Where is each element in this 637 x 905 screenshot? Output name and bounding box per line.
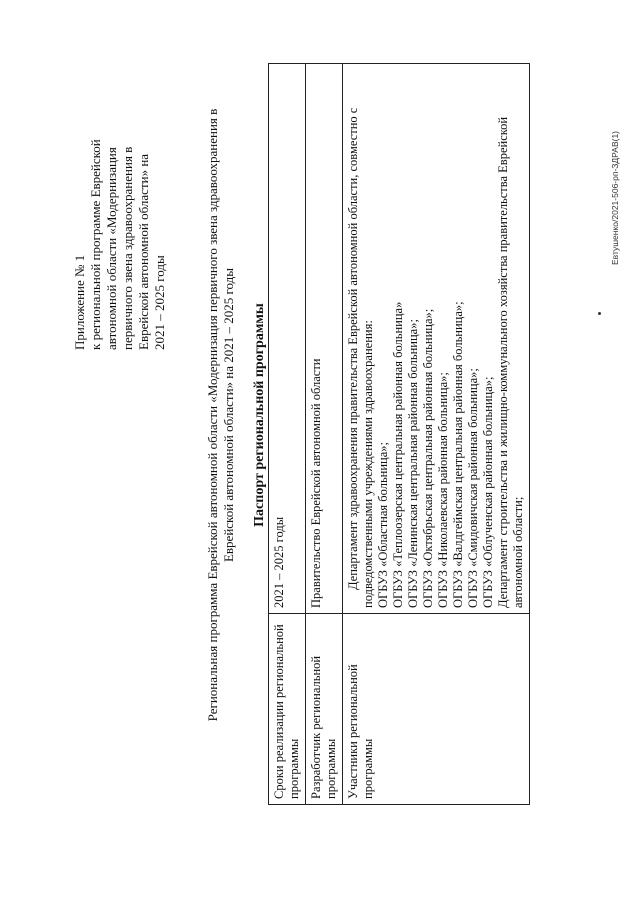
value-line: ОГБУЗ «Областная больница»;	[376, 441, 390, 608]
appendix-line: Приложение № 1	[72, 254, 87, 350]
table-row	[269, 64, 306, 805]
document-title-line: Региональная программа Еврейской автономной области «Модернизация первичного звена здравоохранения в	[205, 108, 220, 722]
value-line: Правительство Еврейской автономной области	[309, 358, 323, 608]
appendix-line: автономной области «Модернизация	[104, 147, 119, 350]
scan-dot-mark	[598, 312, 601, 315]
value-line: ОГБУЗ «Ленинская центральная районная больница»;	[406, 319, 420, 608]
value-line: ОГБУЗ «Николаевская районная больница»;	[436, 372, 450, 608]
value-line: ОГБУЗ «Теплоозерская центральная районная больница»	[391, 301, 405, 608]
passport-heading: Паспорт региональной программы	[252, 303, 267, 527]
table-row	[306, 64, 343, 805]
value-line: ОГБУЗ «Облученская районная больница»;	[481, 376, 495, 608]
document-title-line: Еврейской автономной области» на 2021 – 2025 годы	[221, 267, 236, 563]
appendix-header	[72, 55, 168, 350]
document-title	[205, 35, 237, 795]
row-label: Участники региональной программы	[343, 614, 530, 805]
value-line: ОГБУЗ «Смидовичская районная больница»;	[466, 368, 480, 608]
passport-table	[268, 63, 530, 805]
value-line: Департамент здравоохранения правительства Еврейской автономной области, совместно с подведомственными учреждениями здравоохранения:	[346, 107, 375, 608]
value-line: 2021 – 2025 годы	[272, 516, 286, 608]
value-line: Департамент строительства и жилищно-коммунального хозяйства правительства Еврейской автономной области;	[496, 116, 525, 608]
value-line: ОГБУЗ «Октябрьская центральная районная больница»;	[421, 308, 435, 608]
row-value	[306, 64, 343, 614]
appendix-line: первичного звена здравоохранения в	[120, 146, 135, 350]
appendix-line: к региональной программе Еврейской	[88, 139, 103, 350]
row-label: Разработчик региональной программы	[306, 614, 343, 805]
row-value	[343, 64, 530, 614]
appendix-line: 2021 – 2025 годы	[152, 255, 167, 350]
appendix-line: Еврейской автономной области» на	[136, 153, 151, 350]
table-row	[343, 64, 530, 805]
value-line: ОГБУЗ «Валдгеймская центральная районная больница»;	[451, 301, 465, 608]
row-label: Сроки реализации региональной программы	[269, 614, 306, 805]
row-value	[269, 64, 306, 614]
footer-file-code: Евтушенко/2021-506-рп-ЗДРАВ(1)	[610, 130, 620, 265]
